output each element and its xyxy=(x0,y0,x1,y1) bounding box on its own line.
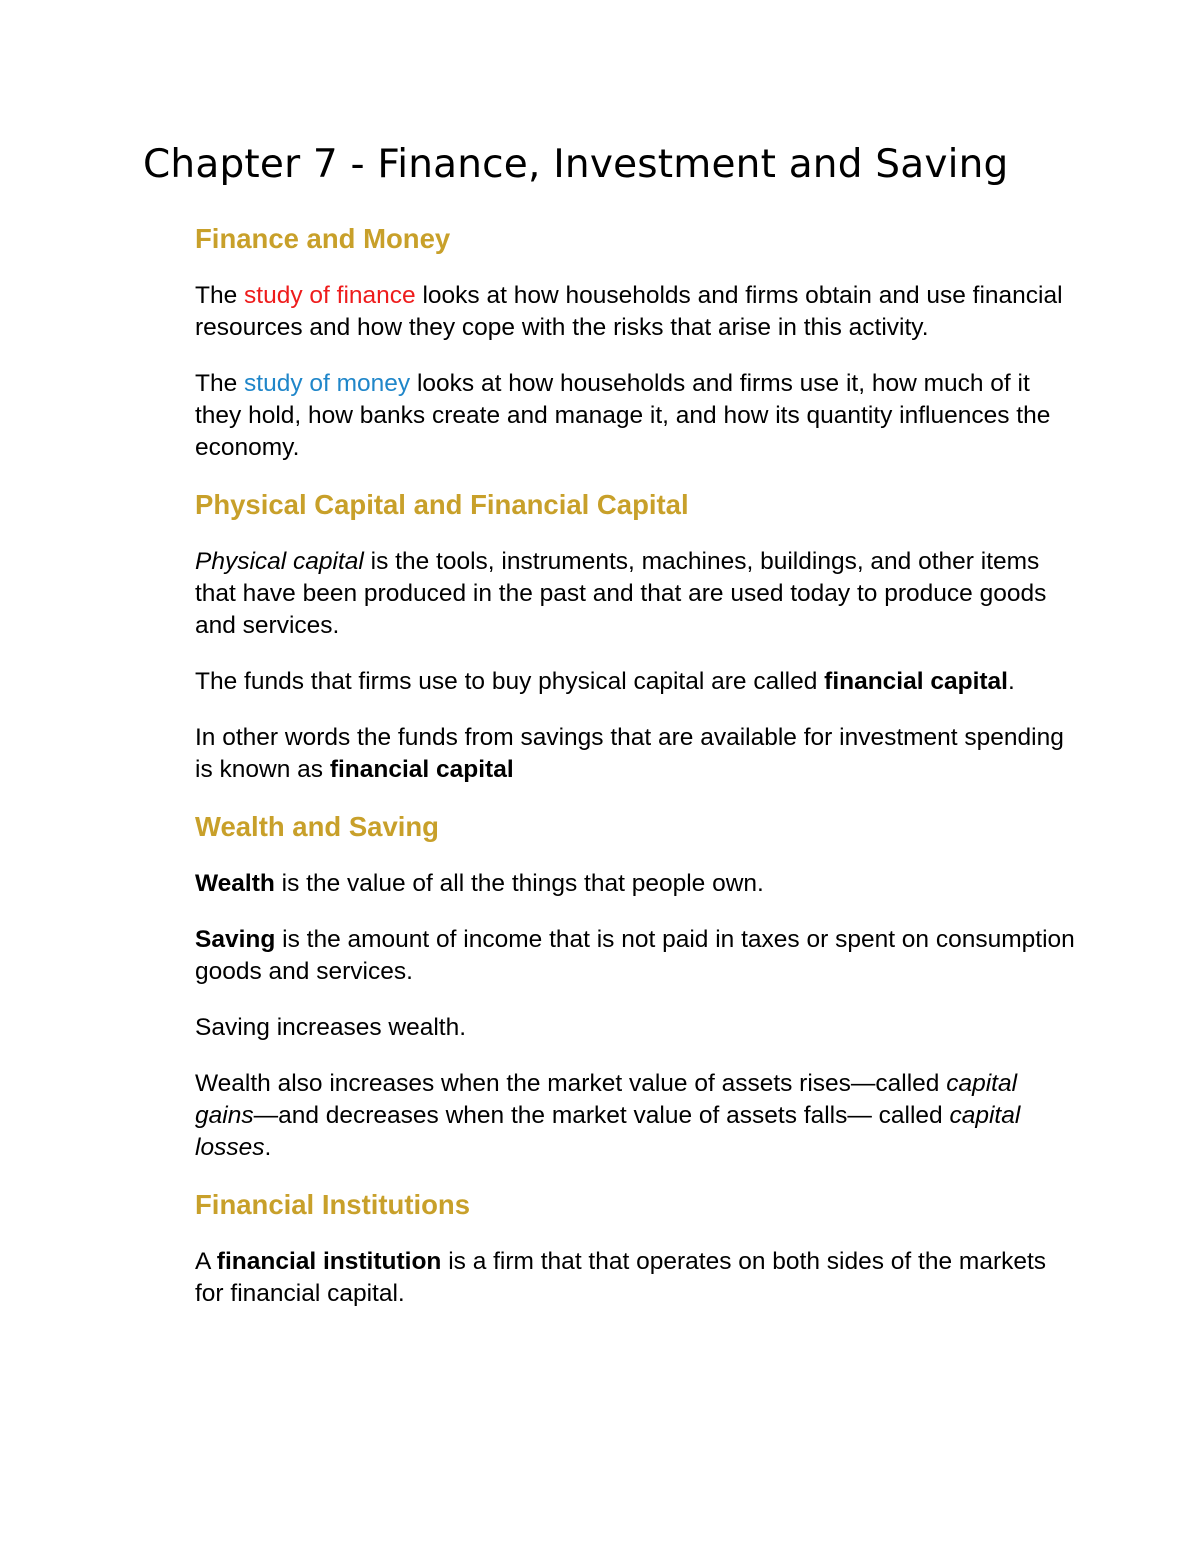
term-financial-capital: financial capital xyxy=(329,756,514,783)
paragraph-saving-increases-wealth: Saving increases wealth. xyxy=(195,1014,467,1041)
text: is the amount of income that is not paid in taxes or spent on consumption goods and services. xyxy=(195,926,1075,985)
text: In other words the funds from savings that are available for investment spending is known as xyxy=(195,724,1064,783)
term-study-of-finance: study of finance xyxy=(244,282,416,309)
text: is the tools, instruments, machines, buildings, and other items that have been produced in the past and that are used today to produce goods and services. xyxy=(195,548,1047,639)
text: —and decreases when the market value of assets falls— called xyxy=(253,1102,950,1129)
text: The xyxy=(195,370,245,397)
term-study-of-money: study of money xyxy=(244,370,411,397)
text: The funds that firms use to buy physical capital are called xyxy=(195,668,825,695)
text: looks at how households and firms obtain and use financial resources and how they cope with the risks that arise in this activity. xyxy=(195,282,1063,341)
paragraph-saving xyxy=(195,924,1075,988)
term-capital-losses: capital losses xyxy=(195,1102,1021,1161)
term-financial-institution: financial institution xyxy=(216,1248,442,1275)
term-saving: Saving xyxy=(195,926,276,953)
text: . xyxy=(1007,668,1015,695)
text: is the value of all the things that people own. xyxy=(274,870,764,897)
section-heading-physical-and-financial-capital: Physical Capital and Financial Capital xyxy=(195,489,689,520)
text: looks at how households and firms use it, how much of it they hold, how banks create and manage it, and how its quantity influences the economy. xyxy=(195,370,1051,461)
term-financial-capital: financial capital xyxy=(824,668,1008,695)
paragraph-capital-gains-losses xyxy=(195,1068,1075,1164)
document-body xyxy=(195,222,1075,1334)
page-title: Chapter 7 - Finance, Investment and Saving xyxy=(143,142,1009,187)
term-wealth: Wealth xyxy=(195,870,275,897)
section-heading-financial-institutions: Financial Institutions xyxy=(195,1189,471,1220)
section-heading-wealth-and-saving: Wealth and Saving xyxy=(195,811,439,842)
term-capital-gains: capital gains xyxy=(195,1070,1018,1129)
term-physical-capital: Physical capital xyxy=(195,548,364,575)
text: Wealth also increases when the market value of assets rises—called xyxy=(195,1070,947,1097)
paragraph-financial-capital-other-words xyxy=(195,722,1075,786)
text: The xyxy=(195,282,245,309)
paragraph-financial-institution xyxy=(195,1246,1075,1310)
paragraph-wealth xyxy=(195,868,1075,900)
paragraph-study-of-finance xyxy=(195,280,1075,344)
section-heading-finance-and-money: Finance and Money xyxy=(195,223,451,254)
paragraph-physical-capital xyxy=(195,546,1075,642)
paragraph-financial-capital-definition xyxy=(195,666,1075,698)
text: is a firm that that operates on both sides of the markets for financial capital. xyxy=(195,1248,1047,1307)
text: . xyxy=(264,1134,272,1161)
text: A xyxy=(195,1248,217,1275)
paragraph-study-of-money xyxy=(195,368,1075,464)
